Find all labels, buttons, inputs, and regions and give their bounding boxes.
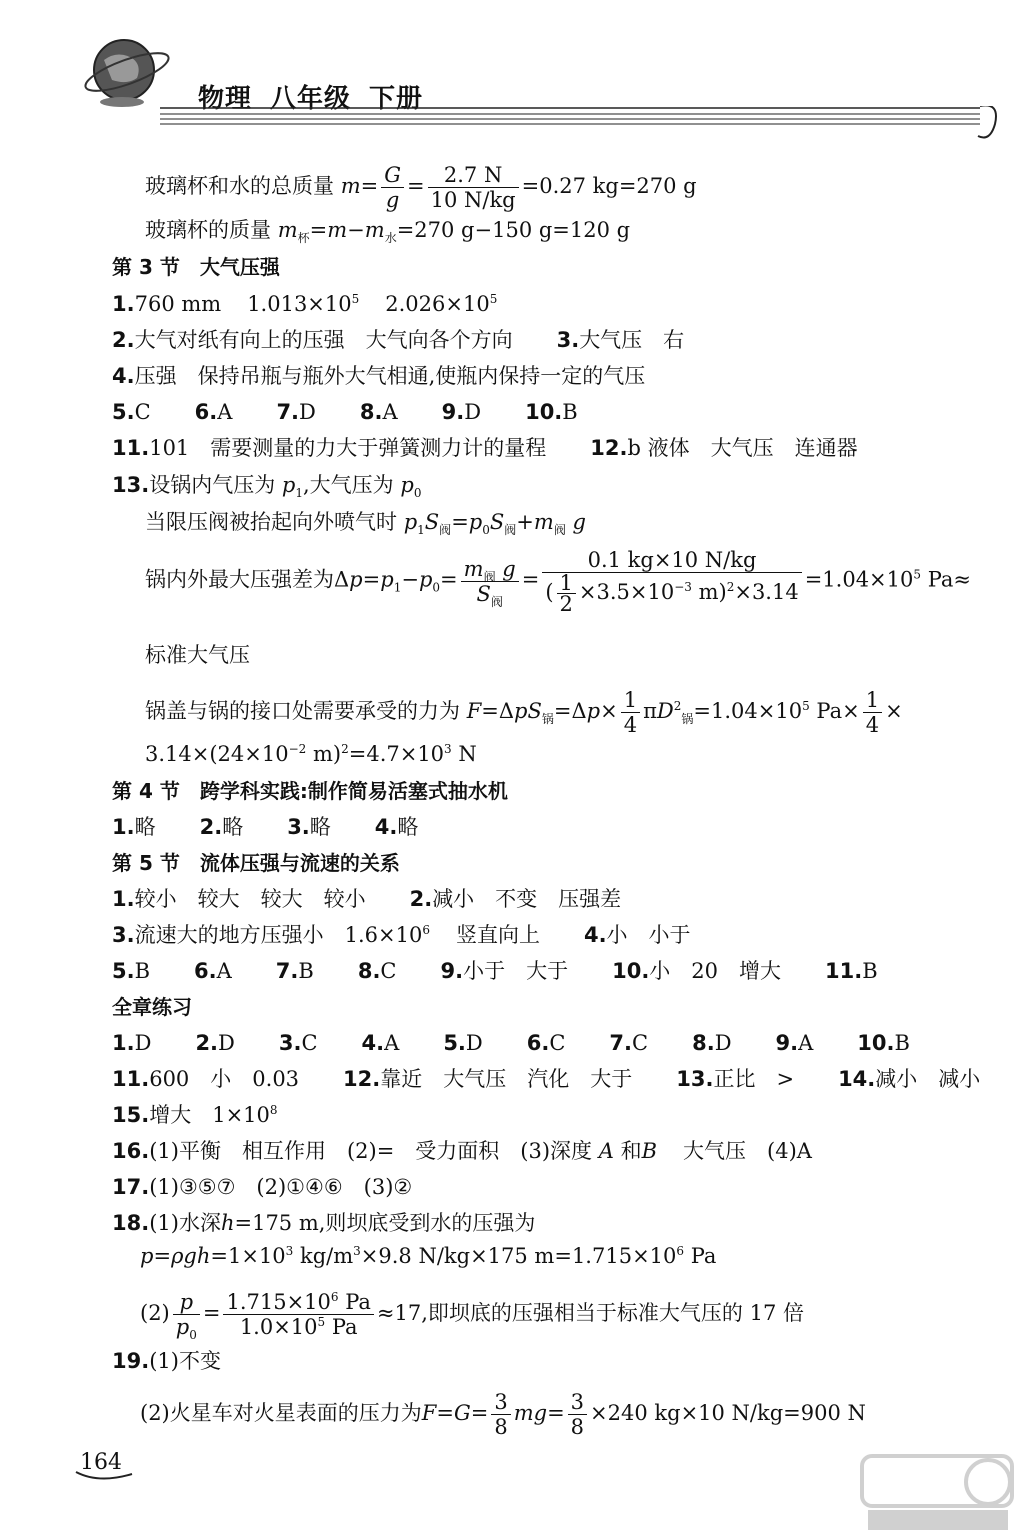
chapter-exercise-title: 全章练习 bbox=[112, 995, 192, 1019]
globe-logo-icon bbox=[82, 30, 172, 110]
chapter-a17: 17.(1)③⑤⑦ (2)①④⑥ (3)② bbox=[112, 1175, 413, 1199]
section-4-answers: 1.略 2.略 3.略 4.略 bbox=[112, 815, 419, 839]
chapter-a19-line2: (2)火星车对火星表面的压力为F=G= $\frac{3}{8}$ mg= $\frac{3}{8}$ ×240 kg×10 N/kg=900 N bbox=[140, 1390, 866, 1439]
line-total-mass: 玻璃杯和水的总质量 m= $\frac{G}{g}$ = $\frac{2.7 N}{10 N/kg}$ =0.27 kg=270 g bbox=[145, 163, 697, 212]
watermark-stamp bbox=[858, 1452, 1018, 1534]
header-rules bbox=[100, 106, 1000, 146]
answer-q13: 13.设锅内气压为 $p_1$,大气压为 $p_0$ bbox=[112, 473, 422, 501]
grade: 八年级 bbox=[270, 84, 352, 114]
chapter-a11-a14: 11.600 小 0.03 12.靠近 大气压 汽化 大于 13.正比 > 14.减小 减小 bbox=[112, 1067, 981, 1091]
section-5-q3-q4: 3.流速大的地方压强小 $1.6\times 10^6$ 竖直向上 4.小 小于 bbox=[112, 923, 691, 947]
chapter-a18: 18.(1)水深h=175 m,则坝底受到水的压强为 bbox=[112, 1211, 536, 1235]
section-5-title: 第 5 节 流体压强与流速的关系 bbox=[112, 851, 400, 875]
answer-q11-q12: 11.101 需要测量的力大于弹簧测力计的量程 12.b 液体 大气压 连通器 bbox=[112, 436, 858, 460]
page-number-swoosh-icon bbox=[74, 1470, 134, 1484]
answer-q13-line2: 当限压阀被抬起向外喷气时 $p_1S_阀=p_0S_阀+m_阀$ g bbox=[145, 510, 586, 538]
page-header bbox=[0, 0, 1034, 150]
answer-q4: 4.压强 保持吊瓶与瓶外大气相通,使瓶内保持一定的气压 bbox=[112, 364, 646, 388]
answer-q13-line6: $3.14\times(24\times 10^{-2}$ $m)^2=4.7\times 10^3$ N bbox=[145, 742, 477, 766]
subject: 物理 bbox=[198, 84, 253, 114]
line-cup-mass: 玻璃杯的质量 $m_杯=m-m_水=270$ g−150 g=120 g bbox=[145, 218, 631, 246]
chapter-a16: 16.(1)平衡 相互作用 (2)= 受力面积 (3)深度 A 和B 大气压 (4)A bbox=[112, 1139, 812, 1163]
section-3-title: 第 3 节 大气压强 bbox=[112, 255, 280, 279]
chapter-a18-line3: (2) $\frac{p}{p_0}$ = $\frac{1.715\times 10^6 Pa}{1.0\times 10^5 Pa}$ ≈17,即坝底的压强相当于标准大气压的 17 倍 bbox=[140, 1290, 804, 1343]
section-5-q1-q2: 1.较小 较大 较大 较小 2.减小 不变 压强差 bbox=[112, 887, 622, 911]
chapter-a1-a10: 1.D 2.D 3.C 4.A 5.D 6.C 7.C 8.D 9.A 10.B bbox=[112, 1031, 910, 1055]
answer-q2-q3: 2.大气对纸有向上的压强 大气向各个方向 3.大气压 右 bbox=[112, 328, 685, 352]
section-5-q5-q11: 5.B 6.A 7.B 8.C 9.小于 大于 10.小 20 增大 11.B bbox=[112, 959, 878, 983]
page-number: 164 bbox=[80, 1450, 122, 1475]
answer-q1: 1.760 mm $1.013\times 10^5$ $2.026\times 10^5$ bbox=[112, 292, 498, 316]
chapter-a18-line2: $p=\rho gh=1\times 10^3$ $kg/m^3\times 9.8$ N/kg×175 $m=1.715\times 10^6$ Pa bbox=[140, 1244, 717, 1268]
answer-q13-line5: 锅盖与锅的接口处需要承受的力为 F=ΔpS$_锅$=Δp× $\frac{1}{4}$ $\pi D^2_锅=1.04\times 10^5$ Pa× $\frac{1}{4}$ × bbox=[145, 688, 903, 737]
answer-q13-line3: 锅内外最大压强差为$\Delta p=p_1-p_0=$ $\frac{m_阀 g}{S_阀}$ = 0.1 kg×10 N/kg ( $\frac{1}{2}$ $\times 3.5\times 10^{-3}$ m)$^2$×3.14 $=1.04\times 10^5$ Pa≈ bbox=[145, 548, 972, 616]
chapter-a19: 19.(1)不变 bbox=[112, 1349, 221, 1373]
answer-q5-q10: 5.C 6.A 7.D 8.A 9.D 10.B bbox=[112, 400, 578, 424]
answer-q13-line4: 标准大气压 bbox=[145, 643, 250, 667]
volume: 下册 bbox=[369, 84, 424, 114]
chapter-a15: 15.增大 $1\times 10^8$ bbox=[112, 1103, 278, 1127]
section-4-title: 第 4 节 跨学科实践:制作简易活塞式抽水机 bbox=[112, 779, 508, 803]
